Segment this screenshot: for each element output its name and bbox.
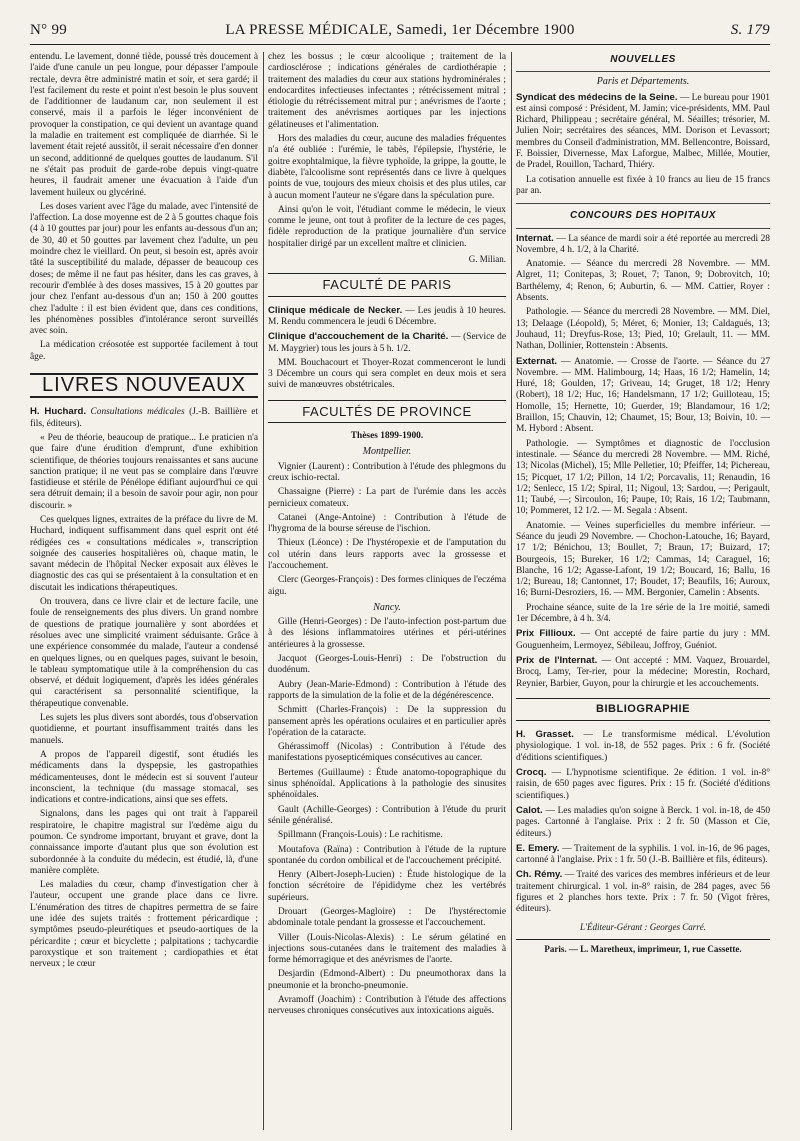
paragraph: Ainsi qu'on le voit, l'étudiant comme le médecin, le vieux comme le jeune, ont tout à profiter de la lecture de ces pages, fidèle reproduction de la pratique journalière d'un service hospitalier dirigé par un excellent maître et clinicien. <box>268 204 506 249</box>
book-author: H. Huchard. <box>30 406 86 418</box>
issue-number: N° 99 <box>30 22 68 38</box>
biblio-body: — Traité des varices des membres inférieurs et de leur traitement chirurgical. 1 vol. in-8° raisin, de 284 pages, avec 56 figures et 2 planches hors texte. Prix : 7 fr. 50 (Vigot frères, éditeurs). <box>516 870 770 915</box>
concours-heading-box <box>516 203 770 228</box>
notice-body: — (Service de M. Maygrier) tous les jours à 5 h. 1/2. <box>268 332 506 354</box>
paragraph: chez les bossus ; le cœur alcoolique ; traitement de la cardiosclérose ; indications générales de cardiothérapie ; traitement des maladies du cœur aux stations hydrominérales ; endocardites infectieuses infectantes ; rétrécissement mitral ; étiologie du rétrécissement mitral pur ; anévrismes de l'aorte ; traitement des anévrismes aortiques par les injections gélatineuses et l'alimentation. <box>268 52 506 130</box>
paragraph: Les doses varient avec l'âge du malade, avec l'intensité de l'affection. La dose moyenne est de 2 à 5 gouttes chaque fois (4 à 10 gouttes par jour) pour les enfants au-dessous d'un an; de 30, 40 et 50 gouttes par lavement chez l'adulte, un peu moindre chez le vieillard. On peut, si besoin est, après avoir tâté la susceptibilité du malade, dépasser de beaucoup ces doses; de même il ne faut pas hésiter, dans les cas graves, à recourir d'emblée à des doses massives, 15 à 20 gouttes par jour chez l'enfant au-dessous d'un an; 150 à 200 gouttes chez l'adulte : il est bien évident que, dans ces conditions, les phénomènes possibles d'intolérance seront surveillés avec soin. <box>30 201 258 337</box>
thesis-entry: Henry (Albert-Joseph-Lucien) : Étude histologique de la fonction sécrétoire de l'épididyme chez les vertébrés supérieurs. <box>268 870 506 903</box>
notice-body: — Ont accepté de faire partie du jury : MM. Gouguenheim, Lermoyez, Sébileau, Joffroy, Guéniot. <box>516 629 770 651</box>
subheading-paris-departements: Paris et Départements. <box>596 76 690 88</box>
paragraph: La médication créosotée est supportée facilement à tout âge. <box>30 340 258 362</box>
thesis-entry: Viller (Louis-Nicolas-Alexis) : Le sérum gélatiné en injections sous-cutanées dans le traitement des maladies à forme hémorragique et des anévrismes de l'aorte. <box>268 932 506 966</box>
notice-body: — Ont accepté : MM. Vaquez, Brouardel, Brocq, Lamy, Ter-rier, pour la médecine; Morestin, Rochard, Reynier, Barbier, Guyon, pour la chirurgie et les accouchements. <box>516 655 770 689</box>
notice-title: Prix Fillioux. <box>516 628 576 640</box>
biblio-author: Calot. <box>516 804 543 816</box>
notice-entry <box>516 92 770 172</box>
column-divider <box>263 52 264 1130</box>
biblio-author: E. Emery. <box>516 842 560 854</box>
editor-line: L'Éditeur-Gérant : Georges Carré. <box>580 921 706 932</box>
nouvelles-heading-box <box>516 54 770 72</box>
paragraph: Prochaine séance, suite de la 1re série de la 1re moitié, samedi 1er Décembre, à 4 h. 3/4. <box>516 602 770 625</box>
paragraph: Pathologie. — Symptômes et diagnostic de l'occlusion intestinale. — Séance du mercredi 28 Novembre. — MM. Riché, 13; Nicolas (Michel), 15; Mlle Pelletier, 10; Pfeiffer, 14; Pichereau, 15; Picquet, 17 1/2; Pillon, 14 1/2; Porcavalis, 11; Renaudin, 16 1/2; Senlecc, 15 1/2; Spiral, 11; Nigoul, 13; Sardou, —; Perigault, 11; Taubé, —; Sircoulon, 16; Paupe, 10; Rais, 16 1/2; Taubmann, 10; Pommeret, 12 1/2. — M. Segala : Absent. <box>516 438 770 517</box>
notice-body: — La séance de mardi soir a été reportée au mercredi 28 Novembre, 4 h. 1/2, à la Charité. <box>516 233 770 255</box>
biblio-body: — Le transformisme médical. L'évolution physiologique. 1 vol. in-18, de 552 pages. Prix : 6 fr. (Société d'éditions scientifiques.) <box>516 730 770 763</box>
biblio-entry <box>516 729 770 764</box>
notice-entry <box>268 331 506 355</box>
biblio-author: H. Grasset. <box>516 729 574 741</box>
paragraph: entendu. Le lavement, donné tiède, poussé très doucement à l'aide d'une canule un peu longue, pour dépasser l'ampoule rectale, devra être administré matin et soir, et sera gardé; il l'est facilement du reste et point n'est besoin le plus souvent de l'additionner de laudanum car, non seulement il est conservé, mais il a parfois le léger inconvénient de provoquer la constipation, ce qui devient un avantage quand la maladie en traitement est compliquée de diarrhée. Si le lavement était rejeté aussitôt, il serait nécessaire d'en donner un second, additionné de quelques gouttes de laudanum. S'il ne s'était pas produit de garde-robe depuis vingt-quatre heures, il faudrait amener une évacuation à l'aide d'un lavement huileux ou glycériné. <box>30 52 258 198</box>
biblio-author: Crocq. <box>516 767 547 779</box>
header-rule <box>30 44 770 45</box>
paragraph: « Peu de théorie, beaucoup de pratique... Le praticien n'a que faire d'une érudition d'emprunt, d'une exhibition scientifique, de théories toujours renaissantes et sans aucune sanction pratique; il ne veut pas se complaire dans l'œuvre fastidieuse et stérile de Pénélope édifiant aujourd'hui ce qui sera détruit demain; il a besoin de savoir pour agir, non pour discourir. » <box>30 432 258 511</box>
book-entry <box>30 406 258 430</box>
running-title: LA PRESSE MÉDICALE, Samedi, 1er Décembre 1900 <box>225 22 575 38</box>
notice-title: Clinique médicale de Necker. <box>268 304 403 316</box>
notice-title: Prix de l'Internat. <box>516 654 598 666</box>
paragraph: Les maladies du cœur, champ d'investigation cher à l'auteur, occupent une grande place dans ce livre. L'énumération des titres de chapitres permettra de se faire une idée des sujets traités : frottement péricardique ; symptômes pseudo-pleurétiques et pseudo-aortiques de la péricardite ; cœur et bicyclette ; palpitations ; tachycardie paroxystique et son traitement ; cardiopathies et état nerveux ; le cœur <box>30 880 258 970</box>
notice-title: Externat. <box>516 355 558 367</box>
column-1 <box>30 52 258 1132</box>
thesis-entry: Clerc (Georges-François) : Des formes cliniques de l'eczéma aigu. <box>268 575 506 597</box>
paragraph: Pathologie. — Séance du mercredi 28 Novembre. — MM. Diel, 13; Delaage (Léopold), 5; Méret, 6; Monier, 13; Caldagués, 13; Jouhaud, 11; Dreyfus-Rose, 13; Pied, 10; Grelault, 11. — MM. Nathan, Dollinier, Rottenstein : Absents. <box>516 307 770 352</box>
thesis-entry: Avramoff (Joachim) : Contribution à l'étude des affections nerveuses chroniques consécutives aux intoxications aiguës. <box>268 995 506 1017</box>
thesis-entry: Jacquot (Georges-Louis-Henri) : De l'obstruction du duodénum. <box>268 654 506 676</box>
thesis-entry: Schmitt (Charles-François) : De la suppression du pansement après les opérations oculaires et en particulier après l'opération de la cataracte. <box>268 705 506 738</box>
column-3 <box>516 52 770 1132</box>
paragraph: Anatomie. — Veines superficielles du membre inférieur. — Séance du jeudi 29 Novembre. — Chochon-Latouche, 16; Bayard, 17 1/2; Bénichou, 13; Boullet, 7; Braun, 17; Buizard, 17; Bourgeois, 15; Bureker, 16 1/2; Cammas, 14; Caraguel, 16; Blanche, 16 1/2; Agasse-Lafont, 19 1/2; Boucard, 16; Ballu, 16 1/2; Bureau, 18; Cantonnet, 17; Boudet, 17; Beaufils, 16; Auroux, 16; Burni-Desroziers, 16. — MM. Bergonier, Camelin : Absents. <box>516 520 770 599</box>
thesis-entry: Aubry (Jean-Marie-Edmond) : Contribution à l'étude des rapports de la simulation de la folie et de la dégénérescence. <box>268 679 506 701</box>
page-number: S. 179 <box>730 22 770 38</box>
paragraph: Anatomie. — Séance du mercredi 28 Novembre. — MM. Algret, 11; Conitepas, 3; Rouet, 7; Tanon, 9; Dobrovitch, 10; Barthélemy, 4; Renon, 6; Auburtin, 6. — MM. Cattier, Royer : Absents. <box>516 259 770 304</box>
thesis-entry: Spillmann (François-Louis) : Le rachitisme. <box>278 830 443 841</box>
thesis-entry: Catanei (Ange-Antoine) : Contribution à l'étude de l'hygroma de la bourse séreuse de l'ischion. <box>268 512 506 535</box>
paragraph: On trouvera, dans ce livre clair et de lecture facile, une foule de renseignements des plus divers. Un grand nombre de questions de pratique journalière y sont abordées et résolues avec une simplicité vraiment séduisante. Grâce à une expérience consommée du malade, l'auteur a condensé en quelques lignes, ou en quelques pages, suivant le besoin, le tableau symptomatique utile à la compréhension du cas observé, et déduit logiquement, d'après les idées générales qui caractérisent sa personnalité scientifique, la thérapeutique convenable. <box>30 597 258 709</box>
thesis-entry: Thieux (Léonce) : De l'hystéropexie et de l'amputation du col utérin dans leurs rapports avec la grossesse et l'accouchement. <box>268 538 506 571</box>
section-heading-facultes-province: FACULTÉS DE PROVINCE <box>268 400 506 423</box>
biblio-entry <box>516 767 770 802</box>
biblio-body: — Traitement de la syphilis. 1 vol. in-16, de 96 pages, cartonné à l'anglaise. Prix : 1 fr. 50 (J.-B. Baillière et fils, éditeurs). <box>516 843 770 866</box>
thesis-entry: Gault (Achille-Georges) : Contribution à l'étude du prurit sénile généralisé. <box>268 804 506 826</box>
notice-title: Internat. <box>516 232 554 244</box>
thesis-entry: Chassaigne (Pierre) : La part de l'urémie dans les accès pernicieux comateux. <box>268 487 506 509</box>
section-heading-faculte-paris: FACULTÉ DE PARIS <box>268 273 506 296</box>
biblio-entry <box>516 869 770 915</box>
column-divider <box>511 52 512 1130</box>
signature: G. Milian. <box>468 254 506 265</box>
notice-entry <box>268 305 506 329</box>
thesis-entry: Desjardin (Edmond-Albert) : Du pneumothorax dans la pneumonie et la broncho-pneumonie. <box>268 969 506 991</box>
printer-line: Paris. — L. Maretheux, imprimeur, 1, rue Cassette. <box>516 939 770 955</box>
thesis-entry: Drouart (Georges-Magloire) : De l'hystérectomie abdominale totale pendant la grossesse et l'accouchement. <box>268 907 506 929</box>
paragraph: Signalons, dans les pages qui ont trait à l'appareil respiratoire, le chapitre magistral sur l'œdème aigu du poumon. Ce syndrome important, bruyant et grave, dont la connaissance importe d'autant plus que son évolution est subordonnée à la conduite du médecin, est étudié, là, d'une manière complète. <box>30 809 258 876</box>
notice-body: — Le bureau pour 1901 est ainsi composé : Président, M. Jamin; vice-présidents, MM. Paul Richard, Philippeau ; secrétaire général, M. Séailles; trésorier, M. Julien Noir; secrétaires des séances, MM. Dorison et Levassort; membres du Conseil d'administration, MM. Bellencontre, Boissard, F. Boissier, Divernesse, Max Laforgue, Malbec, Millée, Moutier, de Pradel, Rouillon, Tachard, Thiéry. <box>516 92 770 171</box>
thesis-entry: Gille (Henri-Georges) : De l'auto-infection post-partum due à des lésions inflammatoires utérines et péri-utérines antérieures à la grossesse. <box>268 617 506 650</box>
section-heading-concours: CONCOURS DES HOPITAUX <box>570 210 716 222</box>
page-header <box>30 22 770 42</box>
notice-entry <box>516 628 770 652</box>
paragraph: La cotisation annuelle est fixée à 10 francs au lieu de 15 francs par an. <box>516 174 770 196</box>
biblio-entry <box>516 805 770 840</box>
notice-entry <box>516 655 770 690</box>
biblio-body: — L'hypnotisme scientifique. 2e édition. 1 vol. in-8° raisin, de 650 pages avec figures. Prix : 15 fr. (Société d'éditions scientifiques.) <box>516 768 770 801</box>
thesis-entry: Ghérassimoff (Nicolas) : Contribution à l'étude des manifestations pyosepticémiques consécutives au cancer. <box>268 742 506 764</box>
biblio-entry <box>516 843 770 867</box>
city-heading-montpellier: Montpellier. <box>362 446 412 458</box>
notice-body: — Anatomie. — Crosse de l'aorte. — Séance du 27 Novembre. — MM. Halimbourg, 14; Haas, 16 1/2; Hamelin, 14; Huré, 18; Goulden, 17; Griveau, 14; Gruget, 18 1/2; Henry (Robert), 18 1/2; Huc, 16; Handelsmann, 17 1/2; Guilloteau, 15; Homolle, 15; Hernette, 10; Guerder, 19; Blandamour, 16 1/2; Braillon, 15; Chauvin, 12; Chaumet, 15; Bour, 13; Boivin, 10. — M. Hybord : Absent. <box>516 356 770 435</box>
paragraph: Les sujets les plus divers sont abordés, tous d'observation quotidienne, et pourtant insuffisamment traités dans les manuels. <box>30 713 258 746</box>
section-heading-bibliographie: BIBLIOGRAPHIE <box>516 698 770 721</box>
city-heading-nancy: Nancy. <box>373 601 401 613</box>
book-publisher: (J.-B. Baillière et fils, éditeurs). <box>30 407 258 429</box>
paragraph: Hors des maladies du cœur, aucune des maladies fréquentes n'a été oubliée : l'urémie, le tabès, l'épilepsie, l'hystérie, le goitre exophtalmique, la fièvre typhoïde, la grippe, la goutte, le diabète, l'alcoolisme sont représentés dans ce livre à quelques points de vue, toujours des mieux choisis et des plus utiles, car à aucun moment l'auteur ne s'égare dans la spéculation pure. <box>268 134 506 201</box>
notice-body: — Les jeudis à 10 heures. M. Rendu commencera le jeudi 6 Décembre. <box>268 305 506 327</box>
notice-title: Clinique d'accouchement de la Charité. <box>268 331 449 343</box>
biblio-body: — Les maladies qu'on soigne à Berck. 1 vol. in-18, de 450 pages. Cartonné à l'anglaise. Prix : 2 fr. 50 (Masson et Cie, éditeurs.) <box>516 805 770 839</box>
notice-title: Syndicat des médecins de la Seine. <box>516 91 678 103</box>
notice-entry <box>516 233 770 257</box>
thesis-entry: Vignier (Laurent) : Contribution à l'étude des phlegmons du creux ischio-rectal. <box>268 461 506 483</box>
biblio-author: Ch. Rémy. <box>516 869 563 881</box>
section-heading-livres: LIVRES NOUVEAUX <box>30 373 258 398</box>
column-2 <box>268 52 506 1132</box>
section-heading-nouvelles: NOUVELLES <box>610 54 676 65</box>
thesis-entry: Bertemes (Guillaume) : Étude anatomo-topographique du sinus sphénoïdal. Applications à la pathologie des sinusites sphénoïdales. <box>268 767 506 801</box>
paragraph: A propos de l'appareil digestif, sont étudiés les médicaments dans la dyspepsie, les gastropathies médicamenteuses, dont le médecin est si souvent l'auteur inconscient, la technique (du massage stomacal, ses indications et contre-indications, ainsi que ses effets. <box>30 749 258 806</box>
paragraph: MM. Bouchacourt et Thoyer-Rozat commenceront le lundi 3 Décembre un cours qui sera complet en deux mois et sera suivi de manœuvres obstétricales. <box>268 357 506 391</box>
book-title: Consultations médicales <box>90 407 185 418</box>
paragraph: Ces quelques lignes, extraites de la préface du livre de M. Huchard, indiquent suffisamment dans quel esprit ont été rédigées ces « consultations médicales », transcription soignée des causeries hospitalières où, chaque matin, le savant médecin de l'hôpital Necker exposait aux élèves le diagnostic des cas qui se présentaient à la consultation et en discutait les indications thérapeutiques. <box>30 514 258 593</box>
thesis-entry: Moutafova (Raïna) : Contribution à l'étude de la rupture spontanée du cordon ombilical et de l'accouchement précipité. <box>268 844 506 866</box>
notice-entry <box>516 356 770 436</box>
theses-heading: Thèses 1899-1900. <box>350 431 424 442</box>
